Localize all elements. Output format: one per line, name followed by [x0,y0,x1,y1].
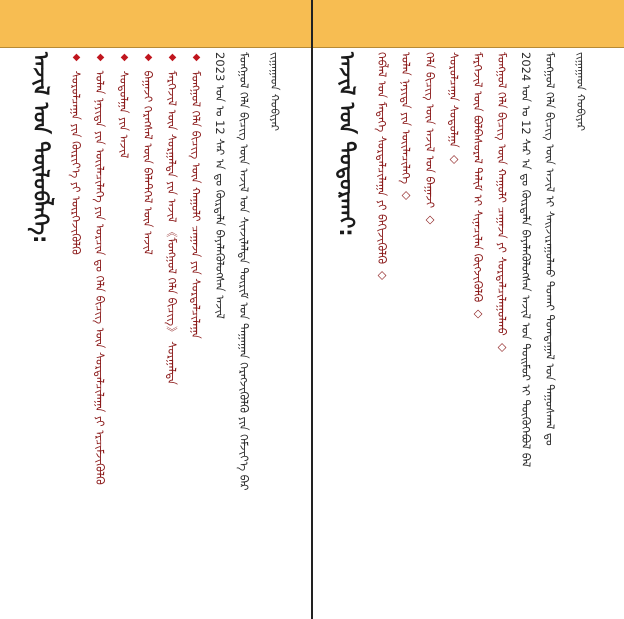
right-red-line-3: ᠰᠤᠷᠤᠯᠴᠠᠭᠠ ᠰᠤᠳᠤᠯᠭᠠ ◇ [447,52,461,166]
left-bullet-line-1: ◆ ᠮᠣᠩᠭᠤᠯ ᠬᠡᠯᠡ ᠪᠢᠴᠢᠭ ᠦᠨ ᠬᠠᠭᠤᠯᠢ ᠴᠠᠭᠠᠵᠠ ᠶᠢᠨ ᠰᠤᠷᠲᠠᠯᠴᠢᠯᠠᠭᠠ [184,52,208,612]
right-intro-line-1: ᠮᠣᠩᠭᠤᠯ ᠬᠡᠯᠡ ᠪᠢᠴᠢᠭ ᠦᠨ ᠠᠵᠢᠯ ᠢ ᠰᠠᠢᠵᠢᠷᠠᠭᠤᠯᠬᠤ ᠲᠤᠬᠠᠢ ᠲᠣᠭᠲᠠᠭᠠᠯ ᠤᠨ ᠳᠠᠭᠤᠰᠬᠠᠯ ᠳᠤ [543,52,557,446]
left-bullet-line-5: ◆ ᠣᠯᠠᠨ ᠨᠡᠶᠢᠲᠡ ᠶᠢᠨ ᠦᠢᠯᠡᠴᠢᠯᠡᠭᠡ ᠶᠢᠨ ᠣᠷᠴᠢᠨ ᠳᠤ ᠬᠡᠯᠡ ᠪᠢᠴᠢᠭ ᠦᠨ ᠰᠤᠷᠲᠠᠯᠴᠢᠯᠠᠭᠠ ᠶᠢ ᠡᠷᠴᠢᠮᠵᠢᠭᠦᠯᠬᠦ [88,52,112,612]
left-intro-line-1: ᠮᠣᠩᠭᠤᠯ ᠬᠡᠯᠡ ᠪᠢᠴᠢᠭ ᠦᠨ ᠠᠵᠢᠯ ᠤᠨ ᠰᠢᠨᠵᠢᠯᠡᠯᠲᠡ ᠳᠦᠷᠢᠮ ᠤᠨ ᠳᠠᠭᠠᠭᠠᠨ ᠬᠡᠷᠡᠭᠵᠢᠭᠦᠯᠬᠦ ᠶᠢᠨ ᠬᠡᠮᠵᠢᠶ᠎ᠡ ᠪᠡᠷ [237,52,251,491]
red-diamond-icon: ◆ [143,52,154,63]
left-title: ᠠᠵᠢᠯ ᠤᠨ ᠲᠥᠯᠥᠪᠯᠡᠭᠡ: [29,52,53,244]
red-diamond-icon: ◆ [71,52,82,63]
right-red-line-6: ᠬᠡᠪᠯᠡᠯ ᠤᠨ ᠮᠡᠳᠡᠭᠡ ᠰᠤᠷᠲᠠᠯᠴᠢᠯᠠᠭᠠ ᠶᠢ ᠪᠡᠬᠢᠵᠢᠭᠦᠯᠬᠦ ◇ [375,52,389,282]
left-bullet-line-2: ◆ ᠮᠡᠷᠭᠡᠵᠢᠯ ᠦᠨ ᠰᠤᠷᠭᠠᠯᠲᠠ ᠶᠢᠨ ᠠᠵᠢᠯ 《ᠮᠣᠩᠭᠤᠯ ᠬᠡᠯᠡ ᠪᠢᠴᠢᠭ》 ᠰᠤᠷᠭᠠᠯᠲᠠ [160,52,184,612]
right-red-line-2: ᠮᠡᠷᠭᠡᠵᠢᠯ ᠦᠨ ᠪᠣᠯᠪᠠᠰᠤᠷᠠᠯ ᠳᠠᠯᠢᠮ ᠢ ᠰᠢᠨᠡᠴᠢᠯᠡᠨ ᠬᠥᠭᠵᠢᠭᠦᠯᠬᠦ ◇ [471,52,485,320]
right-red-line-4: ᠬᠡᠯᠡ ᠪᠢᠴᠢᠭ ᠦᠨ ᠠᠵᠢᠯ ᠤᠨ ᠪᠠᠭᠠᠵᠢ ◇ [423,52,437,226]
left-intro-line-2: 2023 ᠣᠨ ᠤ 12 ᠰᠠᠷ ᠠ ᠳᠤ ᠬᠦᠷᠲᠡᠯᠡ ᠪᠡᠶᠡᠯᠡᠭᠦᠯᠦᠭᠰᠡᠨ ᠠᠵᠢᠯ [213,52,227,319]
right-column [330,52,592,612]
left-heading: ᠵᠢᠭᠠᠭᠠᠳ ᠬᠤᠪᠢᠶᠠᠷ [268,52,281,132]
red-diamond-icon: ◆ [119,52,130,63]
left-bullet-line-4: ◆ ᠰᠤᠳᠤᠯᠭᠠ ᠶᠢᠨ ᠠᠵᠢᠯ [112,52,136,612]
right-red-line-1: ᠮᠣᠩᠭᠤᠯ ᠬᠡᠯᠡ ᠪᠢᠴᠢᠭ ᠦᠨ ᠬᠠᠭᠤᠯᠢ ᠴᠠᠭᠠᠵᠠ ᠶᠢ ᠰᠤᠷᠲᠠᠯᠴᠢᠯᠠᠭᠤᠯᠬᠤ ◇ [495,52,509,354]
left-bullet-line-3: ◆ ᠪᠠᠭᠠᠵᠢ ᠬᠡᠷᠡᠭᠰᠡᠯ ᠦᠨ ᠪᠡᠯᠡᠲᠭᠡᠯ ᠦᠨ ᠠᠵᠢᠯ [136,52,160,612]
right-title: ᠠᠵᠢᠯ ᠤᠨ ᠲᠣᠳᠣᠷᠬᠠᠢ: [335,52,359,237]
right-heading: ᠵᠢᠭᠠᠭᠠᠳ ᠬᠤᠪᠢᠶᠠᠷ [574,52,587,132]
right-intro-line-2: 2024 ᠣᠨ ᠤ 12 ᠰᠠᠷ ᠠ ᠳᠤ ᠬᠦᠷᠲᠡᠯᠡ ᠪᠡᠶᠡᠯᠡᠭᠦᠯᠦᠭᠰᠡᠨ ᠠᠵᠢᠯ ᠤᠨ ᠲᠤᠢᠮᠤᠷ ᠢ ᠳᠦᠭᠦᠭᠡᠪᠦᠯ ᠪᠡᠯ [519,52,533,468]
left-bullet-line-6: ◆ ᠰᠤᠷᠤᠯᠴᠠᠭᠠ ᠶᠢᠨ ᠬᠦᠷᠢᠶ᠎ᠡ ᠶᠢ ᠥᠷᠭᠡᠵᠢᠭᠦᠯᠬᠦ [64,52,88,612]
red-diamond-icon: ◆ [95,52,106,63]
column-divider [311,0,313,619]
red-diamond-icon: ◆ [191,52,202,63]
left-column [24,52,286,612]
right-red-line-5: ᠣᠯᠠᠨ ᠨᠡᠶᠢᠲᠡ ᠶᠢᠨ ᠦᠢᠯᠡᠴᠢᠯᠡᠭᠡ ◇ [399,52,413,202]
red-diamond-icon: ◆ [167,52,178,63]
